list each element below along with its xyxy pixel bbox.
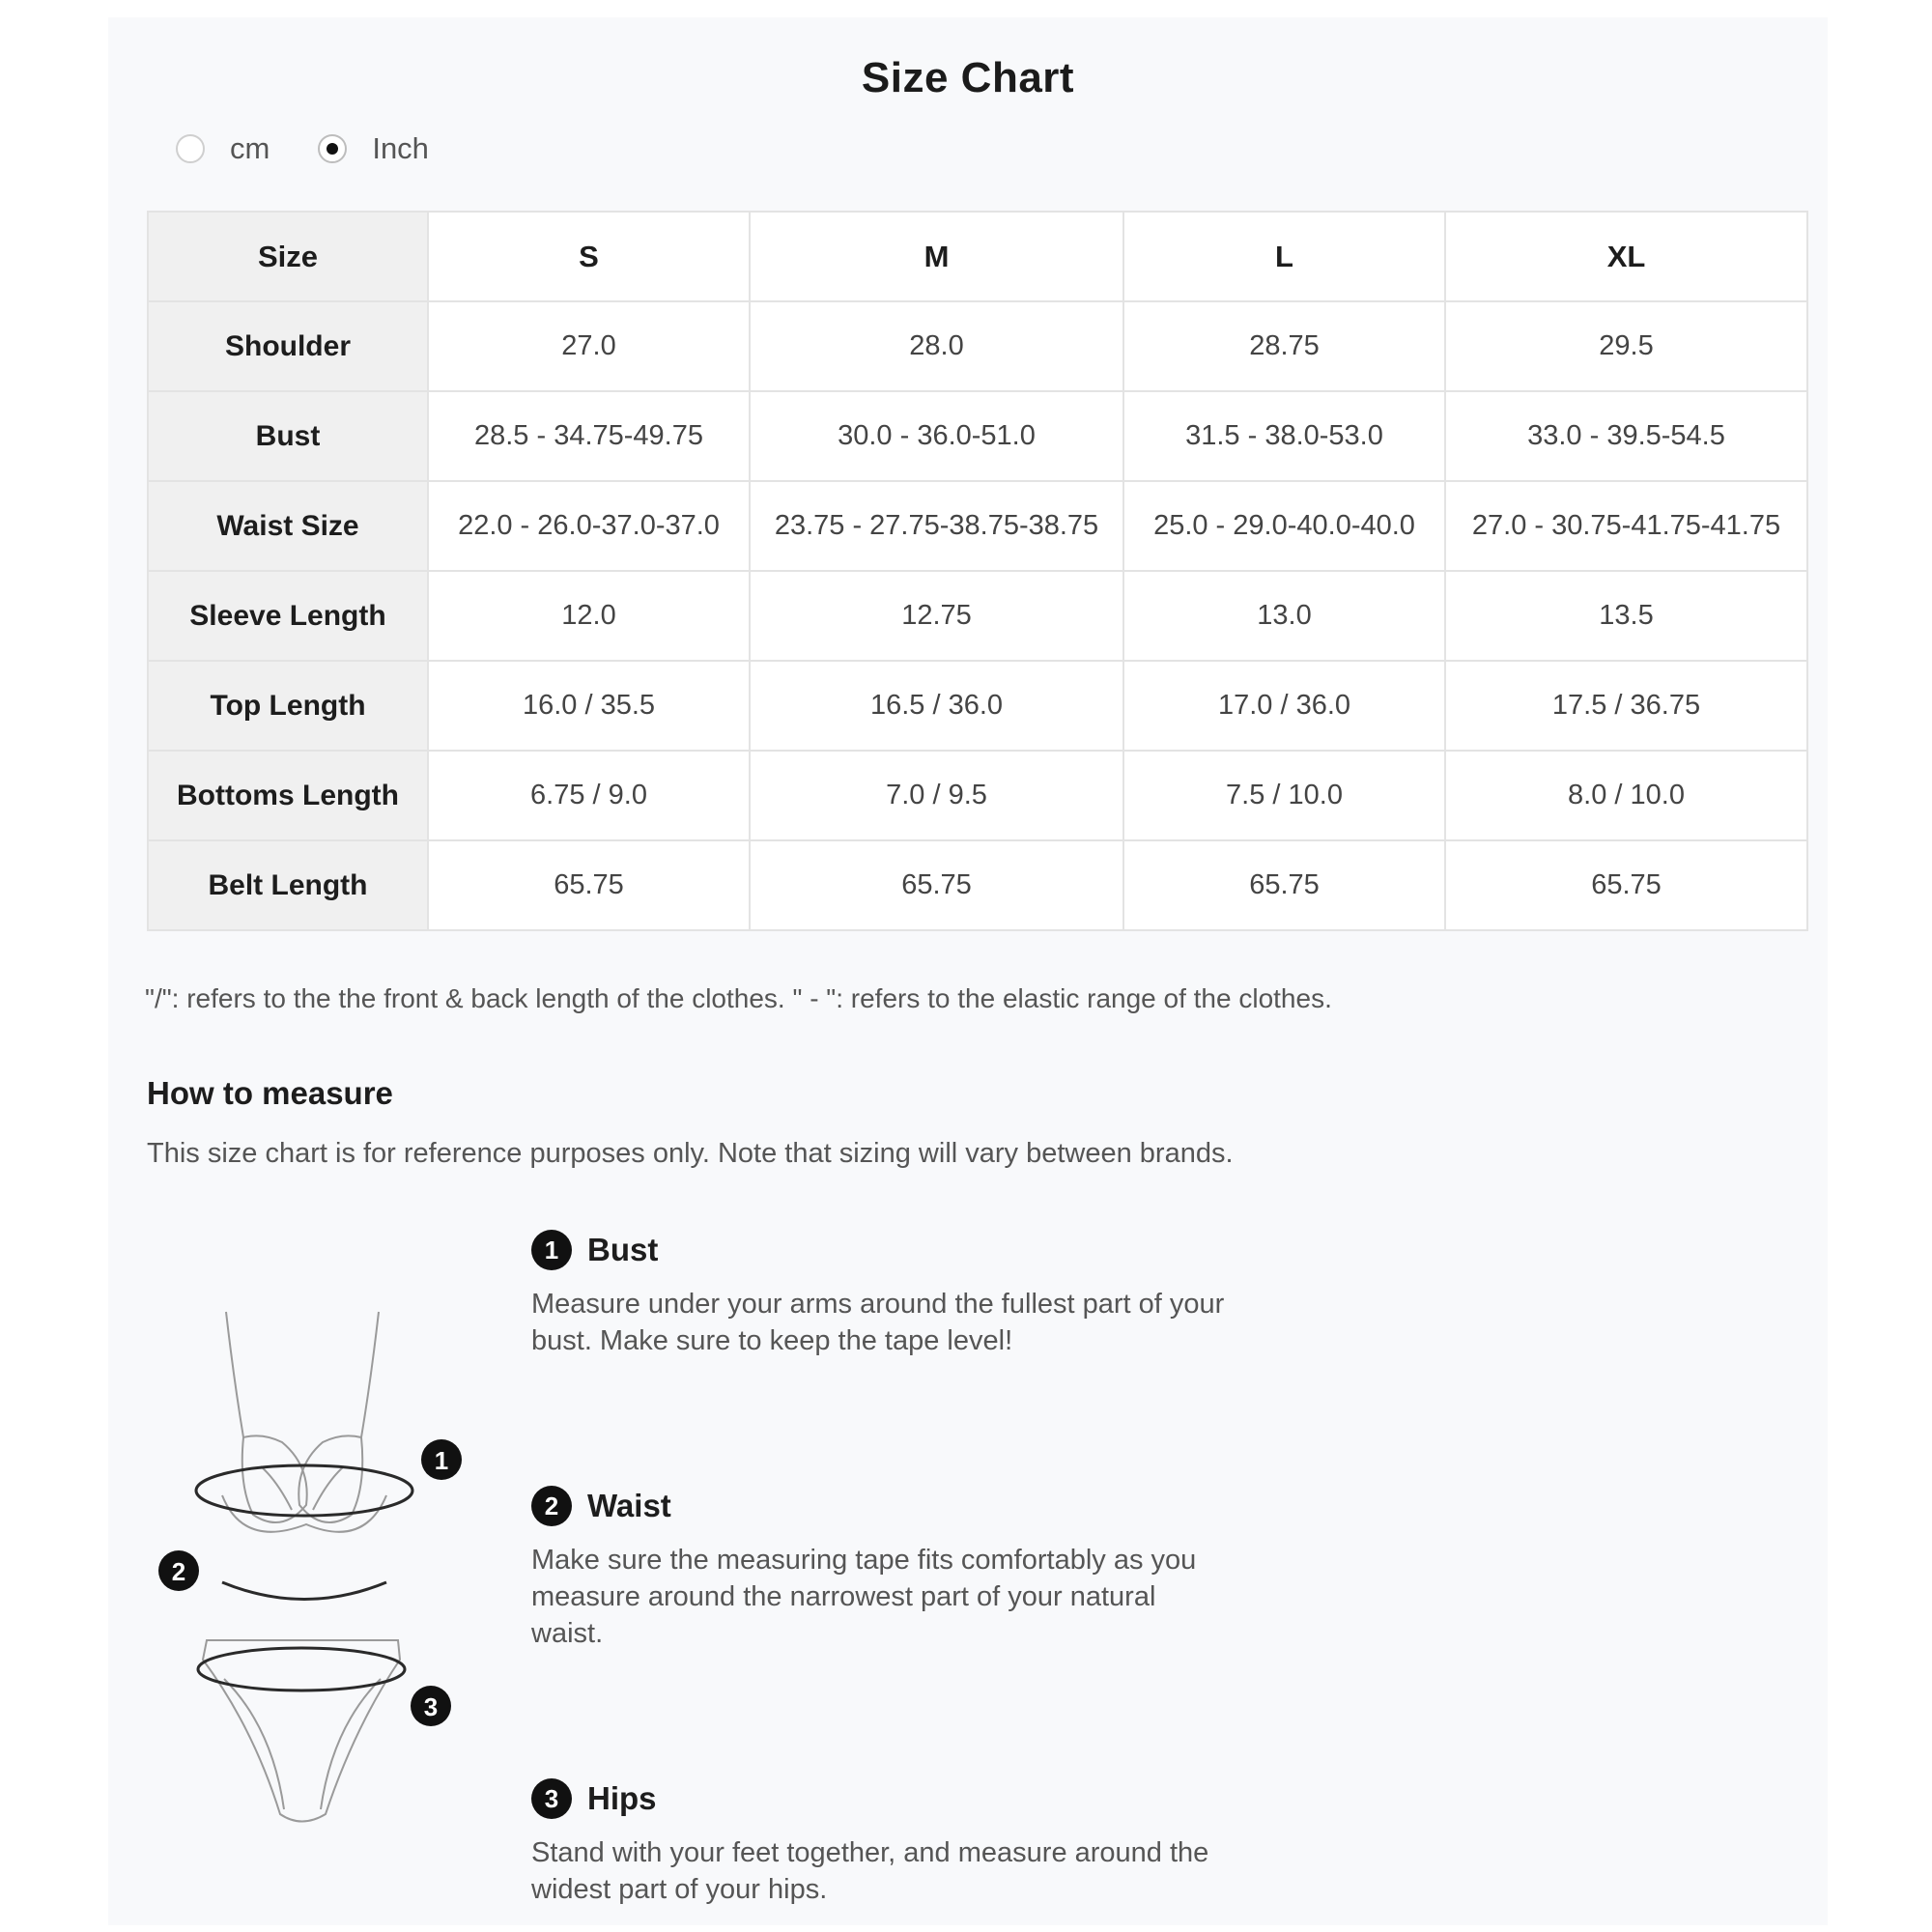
row-label: Sleeve Length xyxy=(148,571,428,661)
number-badge-icon: 2 xyxy=(531,1486,572,1526)
column-header-size: Size xyxy=(148,212,428,301)
how-to-measure-description: This size chart is for reference purposes only. Note that sizing will vary between brands. xyxy=(147,1138,1234,1169)
table-cell: 65.75 xyxy=(1123,840,1445,930)
table-header-row xyxy=(148,212,1807,301)
table-row xyxy=(148,301,1807,391)
unit-label-cm: cm xyxy=(230,131,270,165)
table-cell: 7.5 / 10.0 xyxy=(1123,751,1445,840)
table-cell: 8.0 / 10.0 xyxy=(1445,751,1807,840)
table-cell: 13.5 xyxy=(1445,571,1807,661)
table-cell: 7.0 / 9.5 xyxy=(750,751,1123,840)
table-row xyxy=(148,751,1807,840)
table-cell: 30.0 - 36.0-51.0 xyxy=(750,391,1123,481)
table-row xyxy=(148,391,1807,481)
number-badge-icon: 3 xyxy=(531,1778,572,1819)
size-table xyxy=(147,211,1808,931)
table-cell: 27.0 - 30.75-41.75-41.75 xyxy=(1445,481,1807,571)
table-cell: 65.75 xyxy=(1445,840,1807,930)
table-cell: 25.0 - 29.0-40.0-40.0 xyxy=(1123,481,1445,571)
unit-selector xyxy=(176,131,477,166)
table-cell: 28.0 xyxy=(750,301,1123,391)
table-cell: 17.5 / 36.75 xyxy=(1445,661,1807,751)
row-label: Bottoms Length xyxy=(148,751,428,840)
measure-item-text: Measure under your arms around the fullest part of your bust. Make sure to keep the tape level! xyxy=(531,1289,1225,1356)
table-footnote: "/": refers to the the front & back length of the clothes. " - ": refers to the elastic range of the clothes. xyxy=(145,983,1332,1013)
figure-marker-3 xyxy=(411,1686,451,1726)
table-row xyxy=(148,481,1807,571)
table-cell: 31.5 - 38.0-53.0 xyxy=(1123,391,1445,481)
table-cell: 22.0 - 26.0-37.0-37.0 xyxy=(428,481,750,571)
measure-item-hips xyxy=(531,1778,1227,1908)
row-label: Waist Size xyxy=(148,481,428,571)
table-cell: 12.75 xyxy=(750,571,1123,661)
table-row xyxy=(148,840,1807,930)
table-cell: 27.0 xyxy=(428,301,750,391)
table-cell: 16.0 / 35.5 xyxy=(428,661,750,751)
column-header-xl: XL xyxy=(1445,212,1807,301)
table-cell: 33.0 - 39.5-54.5 xyxy=(1445,391,1807,481)
table-cell: 17.0 / 36.0 xyxy=(1123,661,1445,751)
measure-item-waist xyxy=(531,1486,1227,1652)
row-label: Bust xyxy=(148,391,428,481)
measurement-figure-icon xyxy=(147,1273,495,1872)
radio-inch[interactable] xyxy=(318,134,347,163)
measure-item-text: Stand with your feet together, and measure around the widest part of your hips. xyxy=(531,1837,1209,1905)
unit-option-cm[interactable] xyxy=(176,131,270,166)
svg-text:1: 1 xyxy=(434,1446,449,1475)
table-cell: 65.75 xyxy=(750,840,1123,930)
measure-item-title: Hips xyxy=(587,1780,657,1816)
table-row xyxy=(148,571,1807,661)
table-cell: 28.75 xyxy=(1123,301,1445,391)
table-cell: 16.5 / 36.0 xyxy=(750,661,1123,751)
column-header-l: L xyxy=(1123,212,1445,301)
unit-option-inch[interactable] xyxy=(318,131,429,166)
unit-label-inch: Inch xyxy=(372,131,429,165)
measure-item-title: Bust xyxy=(587,1232,659,1267)
size-chart-panel xyxy=(108,17,1828,1925)
table-cell: 13.0 xyxy=(1123,571,1445,661)
table-cell: 65.75 xyxy=(428,840,750,930)
svg-text:2: 2 xyxy=(171,1557,186,1586)
table-cell: 28.5 - 34.75-49.75 xyxy=(428,391,750,481)
column-header-m: M xyxy=(750,212,1123,301)
table-row xyxy=(148,661,1807,751)
radio-cm[interactable] xyxy=(176,134,205,163)
measure-item-title: Waist xyxy=(587,1488,671,1523)
row-label: Top Length xyxy=(148,661,428,751)
how-to-measure-title: How to measure xyxy=(147,1075,393,1111)
row-label: Belt Length xyxy=(148,840,428,930)
svg-text:3: 3 xyxy=(423,1692,439,1721)
figure-marker-1 xyxy=(421,1439,462,1480)
row-label: Shoulder xyxy=(148,301,428,391)
table-cell: 12.0 xyxy=(428,571,750,661)
page-title: Size Chart xyxy=(861,54,1075,101)
table-cell: 23.75 - 27.75-38.75-38.75 xyxy=(750,481,1123,571)
column-header-s: S xyxy=(428,212,750,301)
table-cell: 6.75 / 9.0 xyxy=(428,751,750,840)
number-badge-icon: 1 xyxy=(531,1230,572,1270)
figure-marker-2 xyxy=(158,1550,199,1591)
table-cell: 29.5 xyxy=(1445,301,1807,391)
measure-item-text: Make sure the measuring tape fits comfortably as you measure around the narrowest part of your natural waist. xyxy=(531,1545,1197,1649)
measure-item-bust xyxy=(531,1230,1227,1359)
